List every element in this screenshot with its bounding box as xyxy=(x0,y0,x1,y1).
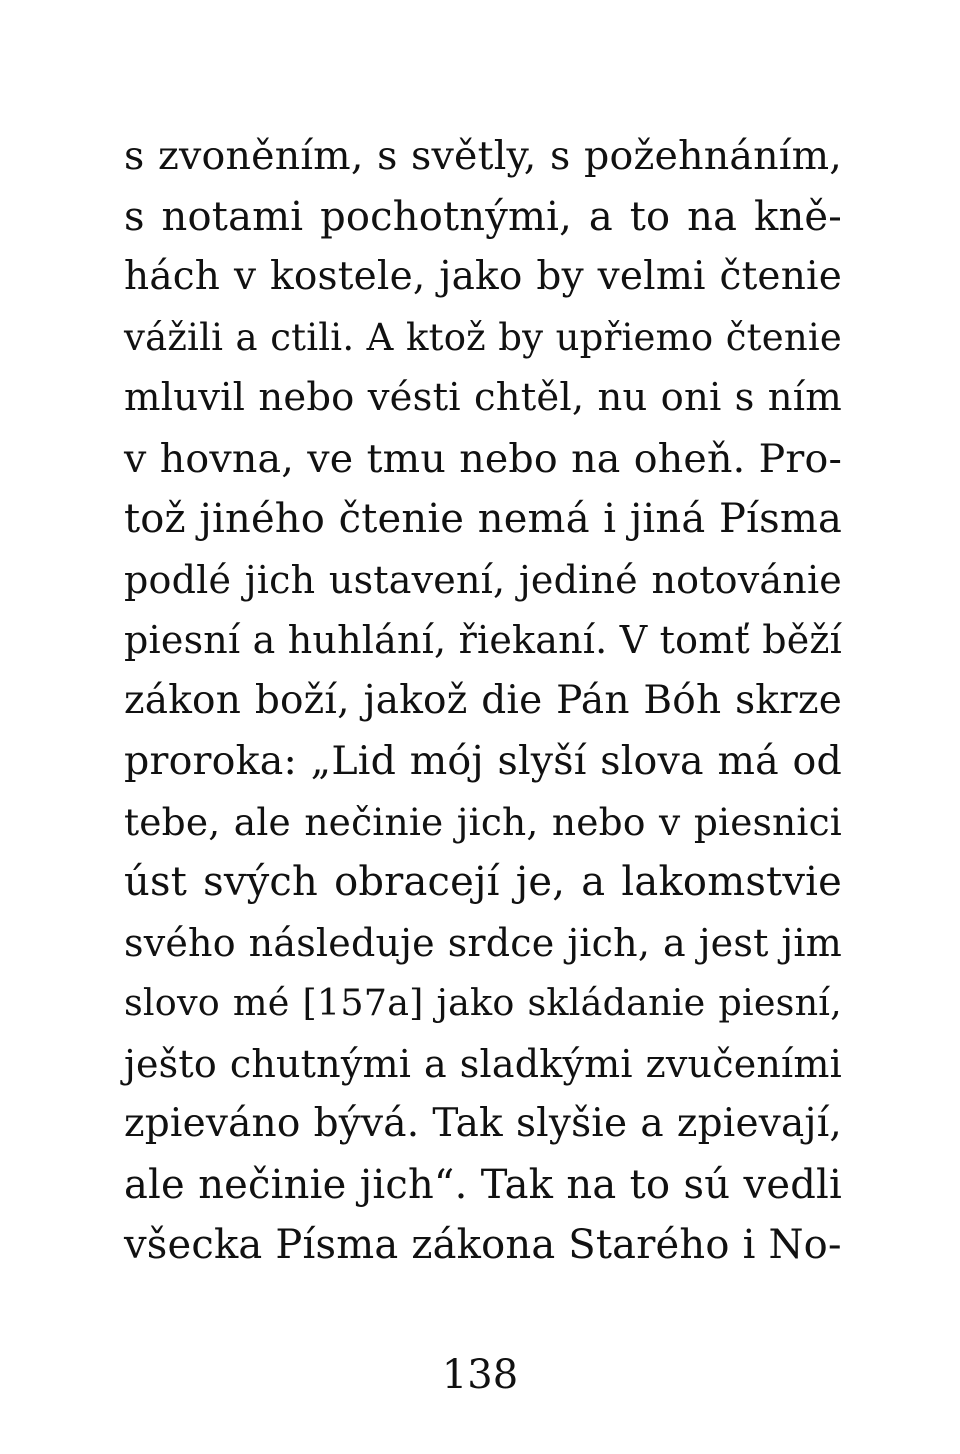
text-line: piesní a huhlání, řiekaní. V tomť běží xyxy=(124,618,842,662)
body-text xyxy=(124,126,842,1276)
text-line: ale nečinie jich“. Tak na to sú vedli xyxy=(124,1161,842,1208)
text-line: tož jiného čtenie nemá i jiná Písma xyxy=(124,496,842,542)
text-line: hách v kostele, jako by velmi čtenie xyxy=(124,254,842,299)
text-line: s zvoněním, s světly, s požehnáním, xyxy=(124,133,842,179)
text-line: podlé jich ustavení, jediné notovánie xyxy=(124,557,842,602)
text-line: ješto chutnými a sladkými zvučeními xyxy=(124,1041,842,1086)
text-line: zpieváno bývá. Tak slyšie a zpievají, xyxy=(124,1101,842,1146)
text-line: proroka: „Lid mój slyší slova má od xyxy=(124,738,842,784)
text-line: mluvil nebo vésti chtěl, nu oni s ním xyxy=(124,375,842,420)
text-line: úst svých obracejí je, a lakomstvie xyxy=(124,859,842,905)
text-line: vážili a ctili. A ktož by upřiemo čtenie xyxy=(124,315,842,359)
text-line: slovo mé [157a] jako skládanie piesní, xyxy=(124,981,842,1024)
text-line: tebe, ale nečinie jich, nebo v piesnici xyxy=(124,799,842,844)
text-line: všecka Písma zákona Starého i No- xyxy=(124,1222,842,1268)
text-line: zákon boží, jakož die Pán Bóh skrze xyxy=(124,677,842,723)
page-number: 138 xyxy=(441,1352,519,1398)
text-line: s notami pochotnými, a to na kně- xyxy=(124,193,842,240)
text-line: v hovna, ve tmu nebo na oheň. Pro- xyxy=(124,435,842,482)
text-line: svého následuje srdce jich, a jest jim xyxy=(124,920,842,965)
